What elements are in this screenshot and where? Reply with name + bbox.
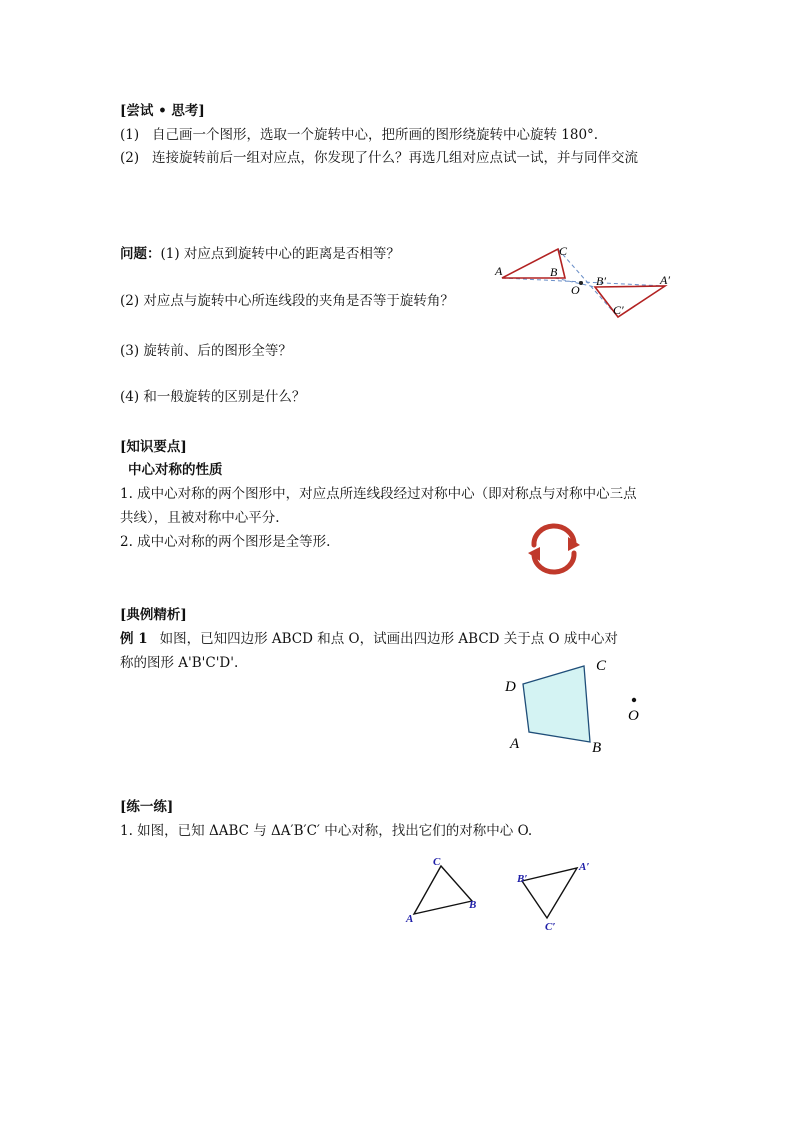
label-a2: A′ bbox=[660, 273, 670, 287]
label-a2: A′ bbox=[579, 861, 590, 873]
label-b: B bbox=[469, 899, 477, 911]
item-text: 自己画一个图形，选取一个旋转中心，把所画的图形绕旋转中心旋转 180°. bbox=[152, 127, 599, 143]
label-a: A bbox=[510, 736, 520, 752]
label-c2: C′ bbox=[613, 303, 624, 317]
label-a: A bbox=[495, 264, 503, 278]
try-think-item-2 bbox=[120, 149, 638, 167]
question-2: (2) 对应点与旋转中心所连线段的夹角是否等于旋转角？ bbox=[120, 293, 454, 309]
questions-label: 问题： bbox=[120, 246, 161, 262]
example-line-2: 称的图形 A'B'C'D'. bbox=[120, 655, 239, 671]
key-point-2: 2. 成中心对称的两个图形是全等形. bbox=[120, 534, 331, 550]
figure-quadrilateral bbox=[495, 655, 655, 760]
figure-rotation-triangles bbox=[490, 240, 680, 325]
item-number: (1) bbox=[120, 127, 140, 143]
example-heading: [典例精析] bbox=[120, 607, 187, 623]
quadrilateral-abcd bbox=[523, 666, 590, 742]
question-3: (3) 旋转前、后的图形全等？ bbox=[120, 343, 292, 359]
label-b2: B′ bbox=[517, 873, 528, 885]
try-think-item-1 bbox=[120, 126, 598, 144]
label-o: O bbox=[628, 708, 639, 724]
label-b: B bbox=[592, 740, 602, 756]
key-points-heading: [知识要点] bbox=[120, 439, 187, 455]
question-1 bbox=[120, 245, 400, 263]
label-b: B bbox=[550, 265, 558, 279]
key-point-1-line-1: 1. 成中心对称的两个图形中，对应点所连线段经过对称中心（即对称点与对称中心三点 bbox=[120, 486, 637, 502]
practice-item-1: 1. 如图，已知 ΔABC 与 ΔA′B′C′ 中心对称，找出它们的对称中心 O. bbox=[120, 823, 533, 839]
question-4: (4) 和一般旋转的区别是什么？ bbox=[120, 389, 306, 405]
label-a: A bbox=[406, 913, 414, 925]
example-label: 例 1 bbox=[120, 631, 148, 647]
triangle-abc bbox=[414, 866, 472, 914]
key-point-1-line-2: 共线），且被对称中心平分. bbox=[120, 510, 280, 526]
triangle-a2b2c2 bbox=[595, 286, 665, 317]
label-d: D bbox=[505, 679, 516, 695]
label-c: C bbox=[433, 856, 441, 868]
question-text: (1) 对应点到旋转中心的距离是否相等？ bbox=[160, 246, 400, 262]
example-text: 如图，已知四边形 ABCD 和点 O，试画出四边形 ABCD 关于点 O 成中心对 bbox=[159, 631, 618, 647]
label-c: C bbox=[559, 244, 568, 258]
practice-heading: [练一练] bbox=[120, 799, 174, 815]
figure-symmetric-triangles bbox=[400, 852, 600, 937]
item-text: 连接旋转前后一组对应点，你发现了什么？再选几组对应点试一试，并与同伴交流 bbox=[152, 150, 638, 166]
example-line-1 bbox=[120, 630, 618, 648]
label-b2: B′ bbox=[596, 274, 606, 288]
label-o: O bbox=[571, 283, 580, 297]
try-think-heading: [尝试 • 思考] bbox=[120, 103, 205, 119]
point-o bbox=[632, 698, 636, 702]
item-number: (2) bbox=[120, 150, 140, 166]
label-c: C bbox=[596, 658, 607, 674]
triangle-a2b2c2 bbox=[522, 868, 577, 918]
rotate-arrows-icon bbox=[524, 523, 584, 575]
key-points-subheading: 中心对称的性质 bbox=[128, 462, 223, 478]
label-c2: C′ bbox=[545, 921, 556, 933]
